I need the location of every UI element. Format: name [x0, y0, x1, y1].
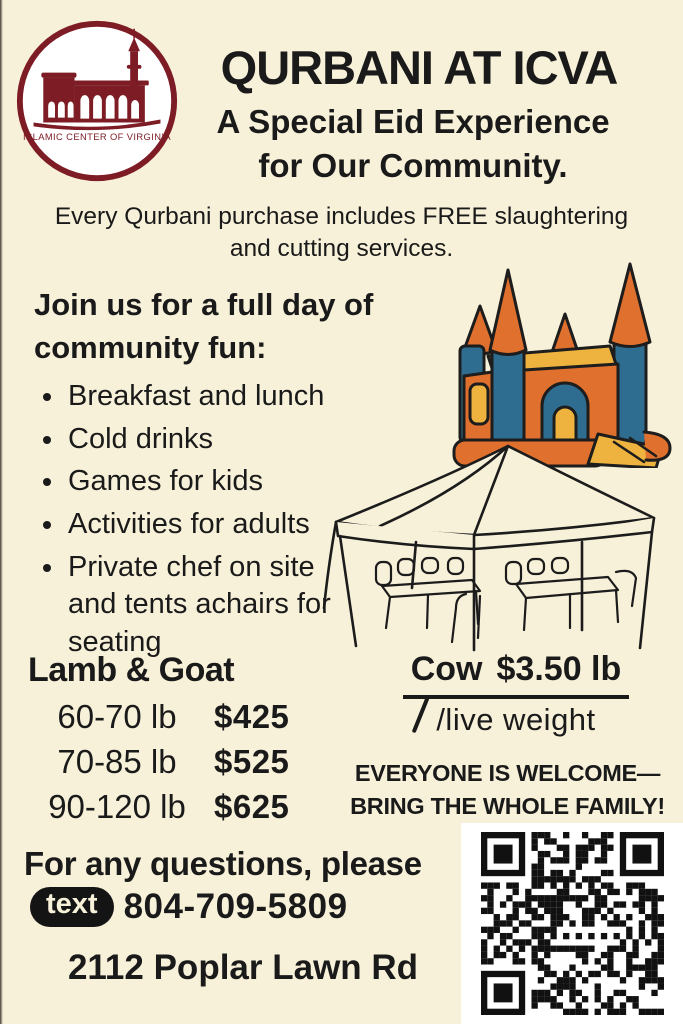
tagline-line-2: and cutting services. [229, 234, 454, 262]
cow-unit: /live weight [436, 702, 596, 737]
contact-prompt: For any questions, please [24, 845, 422, 882]
logo-org-name: ISLAMIC CENTER OF VIRGINIA [23, 132, 171, 143]
qr-code-panel [461, 823, 683, 1024]
list-item: • Breakfast and lunch [66, 378, 366, 416]
price-value: $425 [214, 698, 290, 735]
event-tent-illustration [320, 438, 676, 656]
table-row [28, 788, 289, 833]
weight-range: 90-120 lb [48, 788, 186, 825]
contact-row [30, 887, 348, 927]
bounce-house-illustration [448, 256, 676, 468]
table-row [28, 698, 289, 743]
table-row [28, 743, 289, 788]
tagline-line-1: Every Qurbani purchase includes FREE slaughtering [54, 203, 629, 230]
activities-heading-line-2: community fun: [34, 330, 267, 366]
welcome-message [332, 757, 683, 823]
activities-heading [34, 283, 373, 370]
list-item: • Private chef on site and tents achairs for seating [66, 549, 366, 662]
phone-number: 804-709-5809 [123, 887, 348, 926]
cow-label: Cow [410, 650, 483, 688]
activities-heading-line-1: Join us for a full day of [34, 287, 374, 322]
weight-range: 70-85 lb [57, 743, 177, 780]
list-item: • Games for kids [66, 463, 366, 501]
list-item: • Activities for adults [66, 506, 366, 544]
lamb-goat-price-table [28, 698, 289, 833]
qr-code [479, 832, 666, 1015]
text-method-badge: text [30, 887, 114, 927]
welcome-line-1: EVERYONE IS WELCOME— [354, 760, 661, 786]
weight-range: 60-70 lb [57, 698, 177, 735]
lamb-goat-heading: Lamb & Goat [28, 651, 235, 689]
page-edge-shadow [0, 0, 3, 1024]
page-title: QURBANI AT ICVA [220, 41, 618, 94]
cow-price: $3.50 lb [496, 650, 622, 688]
page-subtitle [176, 100, 650, 188]
street-address: 2112 Poplar Lawn Rd [67, 948, 419, 987]
cow-price-line [403, 650, 630, 699]
mosque-logo-icon [14, 18, 180, 184]
subtitle-line-1: A Special Eid Experience [216, 103, 610, 140]
cow-price-block [393, 650, 639, 738]
subtitle-line-2: for Our Community. [258, 146, 568, 184]
welcome-line-2: BRING THE WHOLE FAMILY! [350, 792, 665, 819]
price-value: $625 [214, 788, 290, 825]
list-item: • Cold drinks [66, 421, 366, 459]
price-value: $525 [214, 743, 290, 780]
